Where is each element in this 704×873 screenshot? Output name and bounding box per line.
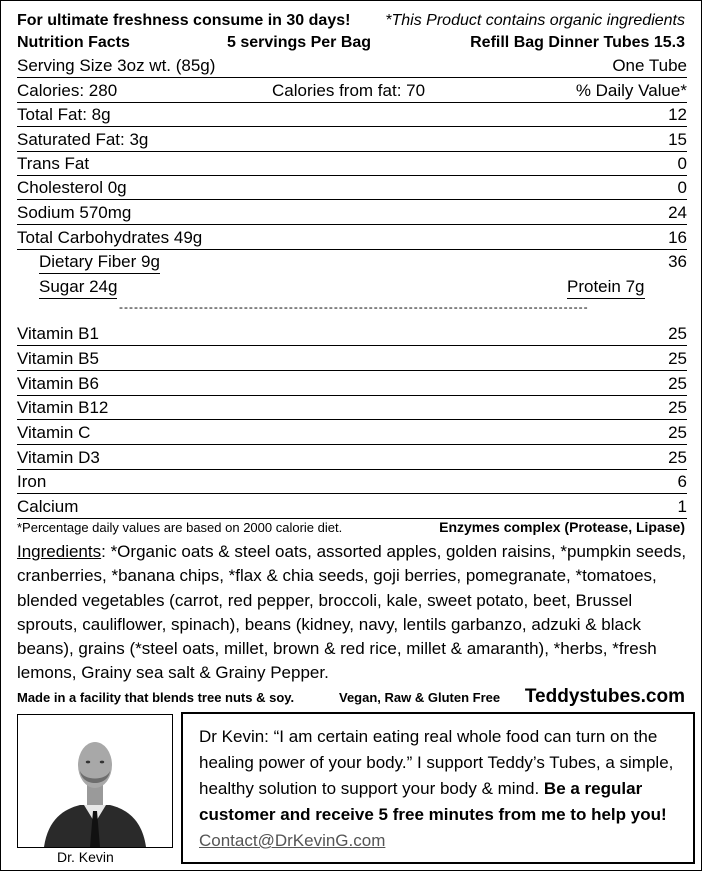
vitamin-dv: 6 <box>677 472 687 491</box>
nutrient-dv: 15 <box>668 130 687 149</box>
vitamin-name: Vitamin B5 <box>17 349 99 368</box>
vitamin-row <box>17 397 687 420</box>
ingredients-label: Ingredients <box>17 542 102 561</box>
protein: Protein 7g <box>567 276 645 299</box>
vitamin-row <box>17 447 687 470</box>
doctor-quote <box>199 724 683 854</box>
diet-note: Vegan, Raw & Gluten Free <box>339 690 501 705</box>
ingredients-text: : *Organic oats & steel oats, assorted apples, golden raisins, *pumpkin seeds, cranberries, *banana chips, *flax & chia seeds, goji berries, pomegranate, *tomatoes, blended vegetables (carrot, red pepper, broccoli, kale, sweet potato, beet, Brussel sprouts, cauliflower, spinach), beans (kidney, navy, lentils garbanzo, adzuki & black beans), grains (*steel oats, millet, brown & red rice, millet & amaranth), *herbs, *fresh lemons, Grainy sea salt & Grainy Pepper. <box>17 542 687 683</box>
serving-size-row <box>17 55 687 78</box>
calories-from-fat: Calories from fat: 70 <box>272 81 426 100</box>
vitamin-row <box>17 348 687 371</box>
ingredients-block <box>17 540 689 686</box>
serving-size: Serving Size 3oz wt. (85g) <box>17 56 216 75</box>
doctor-photo <box>17 714 173 848</box>
nutrient-name: Saturated Fat: 3g <box>17 130 149 149</box>
nutrient-name: Total Carbohydrates 49g <box>17 228 203 247</box>
fiber-row <box>39 251 687 273</box>
enzymes-note: Enzymes complex (Protease, Lipase) <box>439 519 685 535</box>
fiber-dv: 36 <box>668 252 687 271</box>
vitamin-dv: 25 <box>668 448 687 467</box>
servings-per-bag: 5 servings Per Bag <box>227 34 372 51</box>
vitamin-row <box>17 471 687 494</box>
doctor-caption: Dr. Kevin <box>57 849 114 865</box>
vitamin-dv: 25 <box>668 324 687 343</box>
nutrient-row <box>17 104 687 127</box>
website: Teddystubes.com <box>524 686 685 707</box>
nutrient-dv: 24 <box>668 203 687 222</box>
nutrient-dv: 12 <box>668 105 687 124</box>
vitamin-name: Vitamin C <box>17 423 91 442</box>
serving-unit: One Tube <box>612 56 687 75</box>
doctor-quote-box <box>181 712 695 864</box>
vitamin-row <box>17 373 687 396</box>
vitamin-name: Vitamin D3 <box>17 448 100 467</box>
vitamin-dv: 25 <box>668 374 687 393</box>
fiber-name: Dietary Fiber 9g <box>39 251 160 274</box>
daily-value-header: % Daily Value* <box>575 81 687 100</box>
nutrient-dv: 16 <box>668 228 687 247</box>
doctor-portrait-icon <box>18 715 172 847</box>
calories-row <box>17 80 687 103</box>
nutrient-name: Total Fat: 8g <box>17 105 111 124</box>
quote-offer: Be a regular customer and receive 5 free minutes from me to help you! <box>199 779 667 824</box>
vitamin-row <box>17 323 687 346</box>
calories: Calories: 280 <box>17 81 118 100</box>
nutrient-dv: 0 <box>677 178 687 197</box>
nutrient-row <box>17 177 687 200</box>
nutrient-row <box>17 129 687 152</box>
sugar-name: Sugar 24g <box>39 276 117 299</box>
vitamin-dv: 25 <box>668 349 687 368</box>
organic-note: *This Product contains organic ingredients <box>385 12 685 29</box>
freshness-note: For ultimate freshness consume in 30 days! <box>17 12 351 29</box>
vitamin-dv: 25 <box>668 398 687 417</box>
nutrient-row <box>17 227 687 250</box>
sugar-row <box>39 276 687 298</box>
vitamin-name: Vitamin B6 <box>17 374 99 393</box>
facility-note: Made in a facility that blends tree nuts & soy. <box>17 690 295 705</box>
vitamin-name: Vitamin B1 <box>17 324 99 343</box>
vitamin-name: Calcium <box>17 497 79 516</box>
separator-line: ---------------------------------------------------------------------------------------------- <box>119 300 589 314</box>
product-name: Refill Bag Dinner Tubes 15.3 <box>470 34 685 51</box>
daily-value-footnote: *Percentage daily values are based on 2000 calorie diet. <box>17 520 343 535</box>
vitamin-row <box>17 496 687 519</box>
label-title: Nutrition Facts <box>17 34 130 51</box>
nutrient-name: Cholesterol 0g <box>17 178 127 197</box>
quote-text: Dr Kevin: “I am certain eating real whole food can turn on the healing power of your body.” I support Teddy’s Tubes, a simple, healthy solution to support your body & mind. <box>199 727 674 798</box>
nutrient-row <box>17 202 687 225</box>
nutrient-name: Trans Fat <box>17 154 90 173</box>
contact-email-link[interactable]: Contact@DrKevinG.com <box>199 831 386 850</box>
vitamin-row <box>17 422 687 445</box>
vitamin-name: Iron <box>17 472 47 491</box>
vitamin-name: Vitamin B12 <box>17 398 109 417</box>
vitamin-dv: 25 <box>668 423 687 442</box>
vitamin-dv: 1 <box>677 497 687 516</box>
nutrient-name: Sodium 570mg <box>17 203 132 222</box>
nutrient-row <box>17 153 687 176</box>
nutrient-dv: 0 <box>677 154 687 173</box>
